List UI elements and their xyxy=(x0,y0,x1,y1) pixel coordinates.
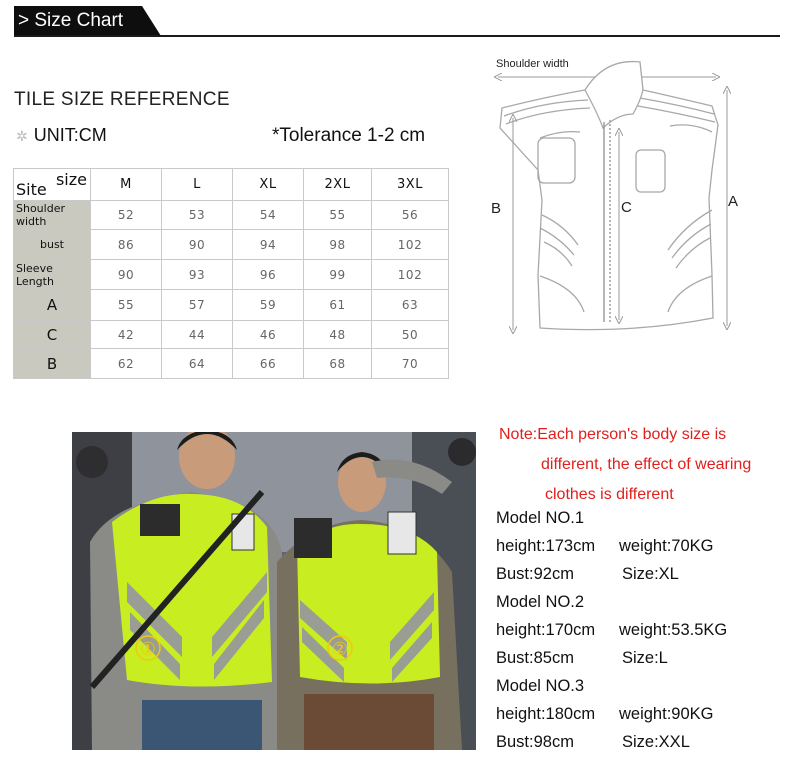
table-cell: 55 xyxy=(304,201,372,230)
row-label: C xyxy=(14,321,91,349)
table-cell: 99 xyxy=(304,260,372,290)
model-size: Size:L xyxy=(622,649,668,667)
model-2-badge: ② xyxy=(331,639,349,660)
section-title: > Size Chart xyxy=(18,10,124,31)
model-title: Model NO.1 xyxy=(496,509,585,527)
vest-measurement-diagram xyxy=(480,50,780,340)
table-cell: 96 xyxy=(233,260,304,290)
note-line-2: different, the effect of wearing xyxy=(541,456,752,473)
model-bust: Bust:85cm xyxy=(496,649,574,667)
table-cell: 70 xyxy=(372,349,449,379)
table-cell: 46 xyxy=(233,321,304,349)
unit-label: UNIT:CM xyxy=(33,125,107,145)
model-height: height:173cm xyxy=(496,537,596,555)
table-cell: 66 xyxy=(233,349,304,379)
measure-c-label: C xyxy=(621,199,632,216)
model-height: height:180cm xyxy=(496,705,596,723)
column-header: 3XL xyxy=(372,169,449,201)
table-cell: 64 xyxy=(162,349,233,379)
vest-outline xyxy=(500,62,718,330)
model-size: Size:XXL xyxy=(622,733,690,751)
reference-title: TILE SIZE REFERENCE xyxy=(14,89,230,110)
model-measure-row xyxy=(496,644,786,672)
model-measure-row xyxy=(496,532,786,560)
measure-a-label: A xyxy=(728,193,739,210)
table-row xyxy=(14,290,449,321)
table-cell: 86 xyxy=(91,230,162,260)
table-corner-cell xyxy=(14,169,91,201)
table-cell: 94 xyxy=(233,230,304,260)
shoulder-width-label: Shoulder width xyxy=(496,58,569,70)
model-bust: Bust:98cm xyxy=(496,733,574,751)
body-size-note xyxy=(499,420,784,510)
table-row xyxy=(14,260,449,290)
snowflake-icon: ✲ xyxy=(16,128,28,144)
tolerance-note: *Tolerance 1-2 cm xyxy=(272,125,426,146)
table-cell: 52 xyxy=(91,201,162,230)
row-label: bust xyxy=(14,230,91,260)
table-cell: 56 xyxy=(372,201,449,230)
model-title: Model NO.3 xyxy=(496,677,585,695)
models-photo xyxy=(72,432,476,750)
table-cell: 90 xyxy=(91,260,162,290)
table-header-row xyxy=(14,169,449,201)
table-cell: 53 xyxy=(162,201,233,230)
model-measure-row xyxy=(496,560,786,588)
table-cell: 63 xyxy=(372,290,449,321)
unit-row xyxy=(16,125,107,146)
column-header: L xyxy=(162,169,233,201)
model-bust: Bust:92cm xyxy=(496,565,574,583)
model-weight: weight:53.5KG xyxy=(619,621,728,639)
column-header: 2XL xyxy=(304,169,372,201)
model-measure-row xyxy=(496,728,786,756)
table-cell: 54 xyxy=(233,201,304,230)
row-label: Sleeve Length xyxy=(14,260,91,290)
table-row xyxy=(14,201,449,230)
row-label: B xyxy=(14,349,91,379)
header-divider xyxy=(14,35,780,37)
note-line-3: clothes is different xyxy=(545,486,674,503)
model-size: Size:XL xyxy=(622,565,679,583)
table-cell: 48 xyxy=(304,321,372,349)
table-cell: 59 xyxy=(233,290,304,321)
row-label: Shoulder width xyxy=(14,201,91,230)
table-cell: 44 xyxy=(162,321,233,349)
table-cell: 102 xyxy=(372,230,449,260)
measure-b-label: B xyxy=(491,200,502,217)
model-title: Model NO.2 xyxy=(496,593,585,611)
table-row xyxy=(14,230,449,260)
table-cell: 62 xyxy=(91,349,162,379)
table-cell: 55 xyxy=(91,290,162,321)
table-cell: 93 xyxy=(162,260,233,290)
table-cell: 57 xyxy=(162,290,233,321)
column-header: XL xyxy=(233,169,304,201)
corner-row-label: Site xyxy=(16,180,47,199)
table-cell: 68 xyxy=(304,349,372,379)
table-row xyxy=(14,349,449,379)
model-weight: weight:70KG xyxy=(619,537,714,555)
table-cell: 42 xyxy=(91,321,162,349)
column-header: M xyxy=(91,169,162,201)
row-label: A xyxy=(14,290,91,321)
model-measure-row xyxy=(496,616,786,644)
size-table xyxy=(13,168,449,379)
note-line-1: Note:Each person's body size is xyxy=(499,426,727,443)
model-measure-row xyxy=(496,700,786,728)
table-cell: 90 xyxy=(162,230,233,260)
table-cell: 98 xyxy=(304,230,372,260)
table-cell: 102 xyxy=(372,260,449,290)
corner-col-label: size xyxy=(55,170,87,189)
model-weight: weight:90KG xyxy=(619,705,714,723)
model-1-badge: ① xyxy=(139,639,157,660)
table-cell: 50 xyxy=(372,321,449,349)
table-row xyxy=(14,321,449,349)
model-height: height:170cm xyxy=(496,621,596,639)
models-info xyxy=(496,504,786,756)
table-cell: 61 xyxy=(304,290,372,321)
